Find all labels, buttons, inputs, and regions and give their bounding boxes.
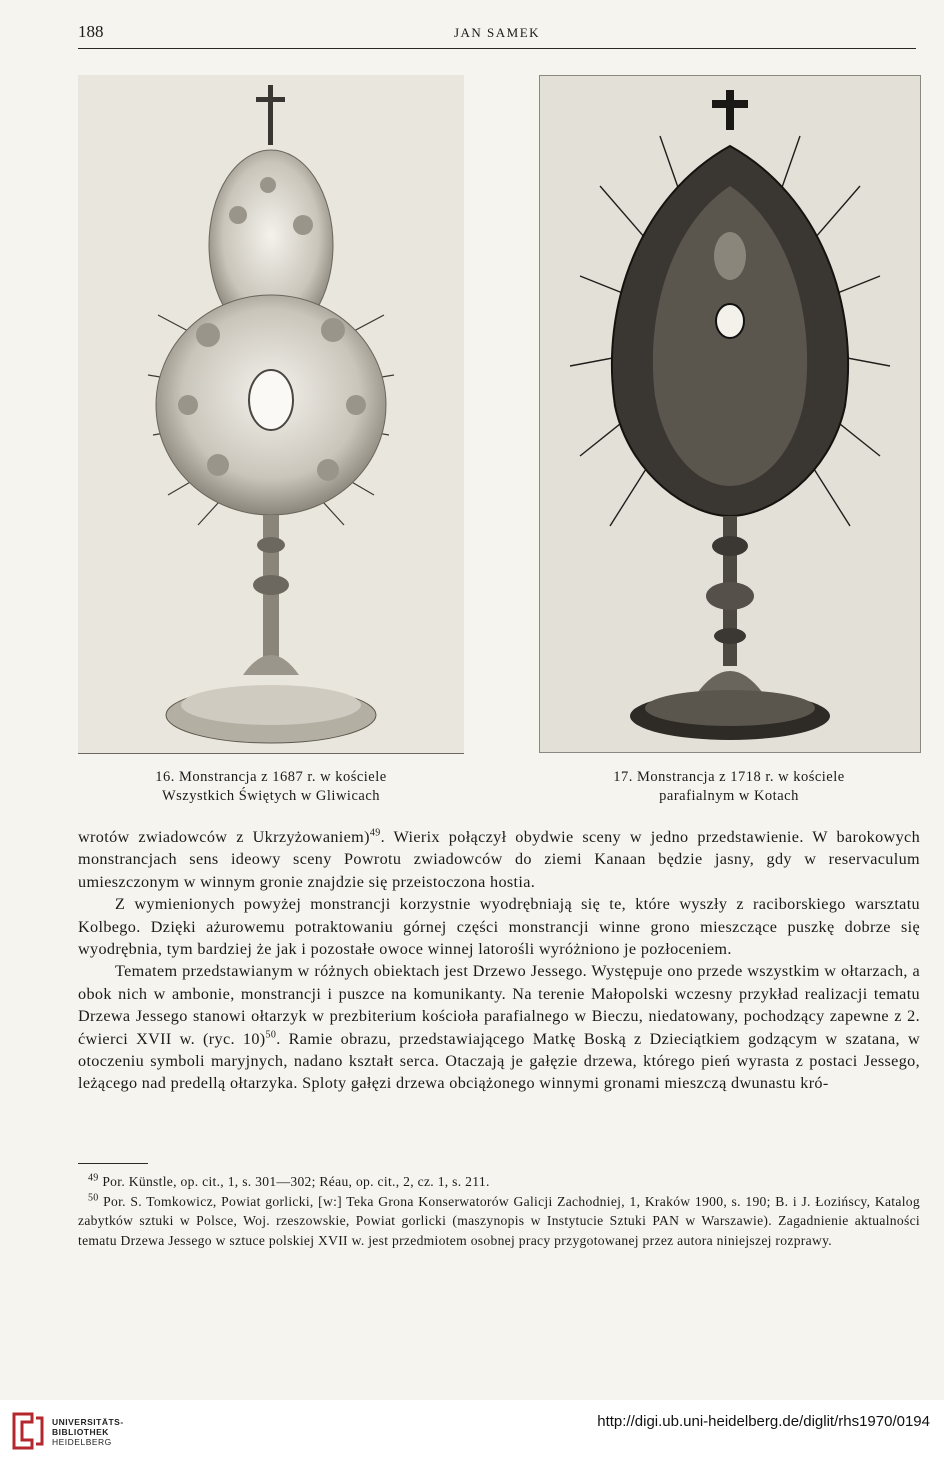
body-text (78, 826, 920, 1095)
footnote-ref[interactable]: 49 (369, 827, 381, 839)
paragraph: Tematem przedstawianym w różnych obiektach jest Drzewo Jessego. Występuje ono przede wszystkim w ołtarzach, a obok nich w ambonie, monstrancji i puszce na komunikanty. Na terenie Małopolski wczesny przykład realizacji tematu Drzewa Jessego stanowi ołtarzyk w prezbiterium kościoła parafialnego w Bieczu, niedatowany, pochodzący zapewne z 2. ćwierci XVII w. (ryc. 10)$^{50}$. Ramie obrazu, przedstawiającego Matkę Boską z Dzieciątkiem godzącym w szatana, w otoczeniu symboli maryjnych, nadano kształt serca. Otaczają je gałęzie drzewa, którego pień wyrasta z postaci Jessego, leżącego nad predellą ołtarzyka. Sploty gałęzi drzewa obciążonego winnymi gronami mieszczą dwunastu kró- (78, 962, 920, 1093)
footnote: $^{50}$ Por. S. Tomkowicz, Powiat gorlicki, [w:] Teka Grona Konserwatorów Galicji Zachodniej, 1, Kraków 1900, s. 190; B. i J. Łozińscy, Katalog zabytków sztuki w Polsce, Woj. rzeszowskie, Powiat gorlicki (maszynopis w Instytucie Sztuki PAN w Warszawie). Zagadnienie aktualności tematu Drzewa Jessego w sztuce polskiej XVII w. jest przedmiotem osobnej pracy przygotowanej przez autora niniejszej rozprawy. (78, 1192, 920, 1248)
library-logo-icon[interactable] (10, 1410, 46, 1452)
paragraph: Z wymienionych powyżej monstrancji korzystnie wyodrębniają się te, które wyszły z raciborskiego warsztatu Kolbego. Dzięki ażurowemu potraktowaniu górnej części monstrancji winne grono mieszczące puszkę dobrze się wyodrębnia, tym bardziej że jak i pozostałe owoce winnej latorośli wyróżniono je pozłoceniem. (78, 895, 920, 959)
viewer-footer (0, 1400, 944, 1470)
monstrance-1718-image (540, 76, 920, 752)
monstrance-1687-image (78, 75, 464, 753)
page-number: 188 (78, 22, 104, 41)
library-name: UNIVERSITÄTS- BIBLIOTHEK HEIDELBERG (52, 1417, 124, 1447)
running-header (78, 22, 916, 46)
paragraph: wrotów zwiadowców z Ukrzyżowaniem)$^{49}$. Wierix połączył obydwie sceny w jedno przedstawienie. W barokowych monstrancjach sens ideowy sceny Powrotu zwiadowców do ziemi Kanaan będzie jasny, gdy w reservaculum umieszczonym w winnym gronie znajdzie się przeistoczona hostia. (78, 827, 921, 891)
header-rule (78, 48, 916, 49)
caption-line: parafialnym w Kotach (659, 788, 799, 804)
running-title: JAN SAMEK (453, 25, 541, 40)
caption-line: Wszystkich Świętych w Gliwicach (161, 788, 381, 804)
figure-17-photo (539, 75, 921, 753)
figure-16-caption (78, 768, 464, 806)
caption-line: 16. Monstrancja z 1687 r. w kościele (155, 769, 387, 785)
footnote-ref[interactable]: 50 (265, 1029, 277, 1041)
figure-17-caption (539, 768, 919, 806)
footnote: $^{49}$ Por. Künstle, op. cit., 1, s. 301—302; Réau, op. cit., 2, cz. 1, s. 211. (88, 1172, 490, 1189)
footnotes (78, 1172, 920, 1250)
caption-line: 17. Monstrancja z 1718 r. w kościele (613, 769, 845, 785)
permalink-url[interactable]: http://digi.ub.uni-heidelberg.de/diglit/rhs1970/0194 (597, 1413, 930, 1430)
footnote-rule (78, 1163, 148, 1164)
figure-16-photo (78, 75, 464, 754)
